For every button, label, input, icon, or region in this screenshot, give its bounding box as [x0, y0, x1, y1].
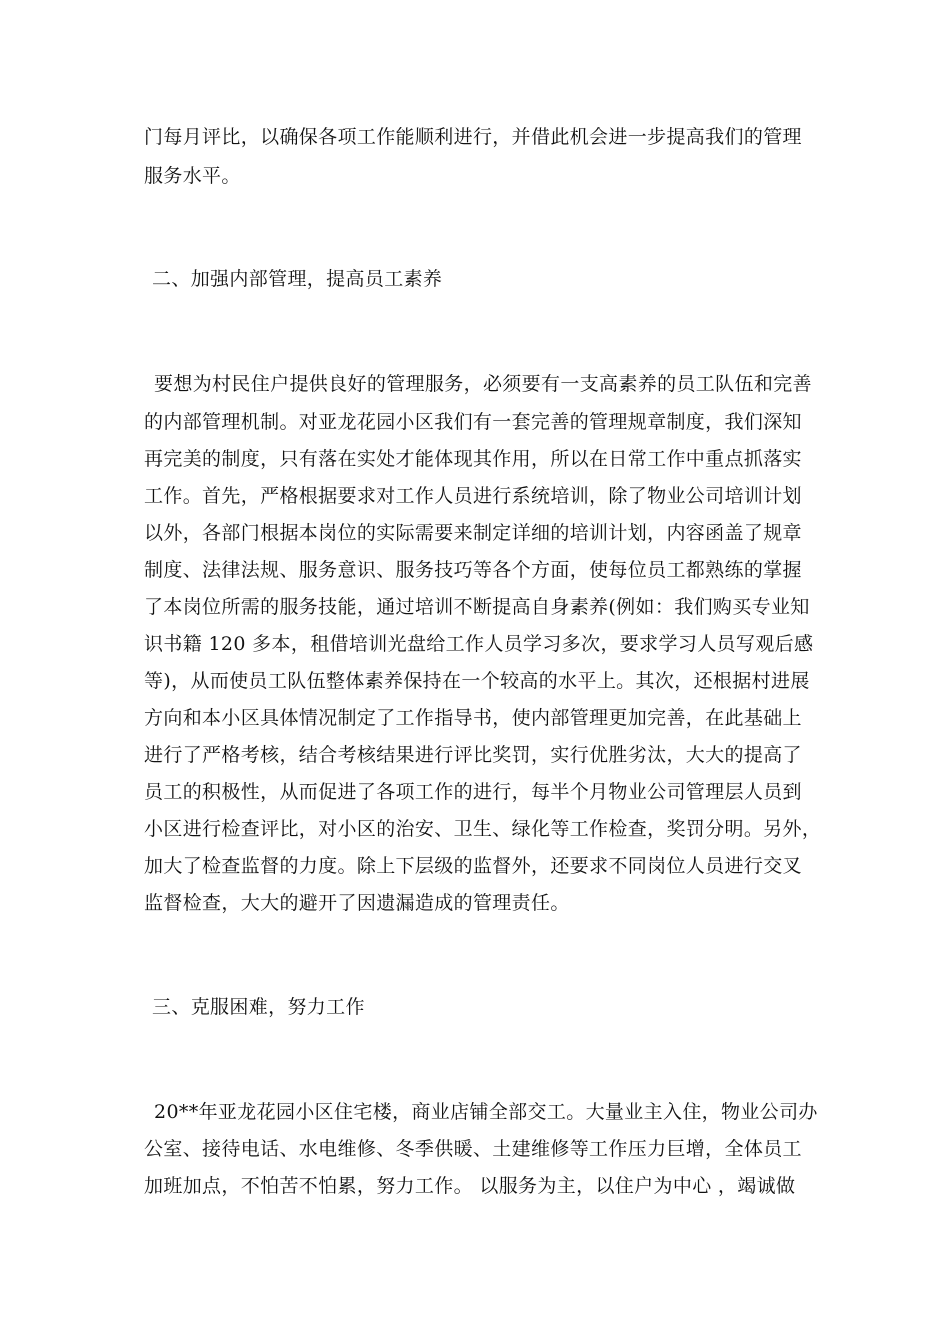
section-2-line-1: 要想为村民住户提供良好的管理服务，必须要有一支高素养的员工队伍和完善 [154, 373, 812, 395]
section-2-line-9: 等)，从而使员工队伍整体素养保持在一个较高的水平上。其次，还根据村进展 [144, 670, 810, 692]
section-2-line-13: 小区进行检查评比，对小区的治安、卫生、绿化等工作检查，奖罚分明。另外， [144, 818, 822, 840]
section-2-line-12: 员工的积极性，从而促进了各项工作的进行，每半个月物业公司管理层人员到 [144, 781, 802, 803]
section-2-line-8: 识书籍 120 多本，租借培训光盘给工作人员学习多次，要求学习人员写观后感 [144, 633, 814, 655]
section-2-line-15: 监督检查，大大的避开了因遗漏造成的管理责任。 [144, 892, 570, 914]
section-2-line-6: 制度、法律法规、服务意识、服务技巧等各个方面，使每位员工都熟练的掌握 [144, 559, 802, 581]
section-2-line-2: 的内部管理机制。对亚龙花园小区我们有一套完善的管理规章制度，我们深知 [144, 411, 802, 433]
paragraph-1-line-2: 服务水平。 [144, 165, 241, 187]
section-2-line-10: 方向和本小区具体情况制定了工作指导书，使内部管理更加完善，在此基础上 [144, 707, 802, 729]
section-2-line-7: 了本岗位所需的服务技能，通过培训不断提高自身素养(例如：我们购买专业知 [144, 596, 810, 618]
section-2-line-11: 进行了严格考核，结合考核结果进行评比奖罚，实行优胜劣汰，大大的提高了 [144, 744, 802, 766]
section-3-heading: 三、克服困难，努力工作 [152, 996, 365, 1018]
section-2-heading: 二、加强内部管理，提高员工素养 [152, 268, 443, 290]
section-2-line-4: 工作。首先，严格根据要求对工作人员进行系统培训，除了物业公司培训计划 [144, 485, 802, 507]
section-3-line-3: 加班加点，不怕苦不怕累，努力工作。 以服务为主，以住户为中心 ，竭诚做 [144, 1175, 796, 1197]
section-2-line-14: 加大了检查监督的力度。除上下层级的监督外，还要求不同岗位人员进行交叉 [144, 855, 802, 877]
section-3-line-1: 20**年亚龙花园小区住宅楼，商业店铺全部交工。大量业主入住，物业公司办 [154, 1101, 818, 1123]
section-3-line-2: 公室、接待电话、水电维修、冬季供暖、土建维修等工作压力巨增，全体员工 [144, 1138, 802, 1160]
section-2-line-3: 再完美的制度，只有落在实处才能体现其作用，所以在日常工作中重点抓落实 [144, 448, 802, 470]
section-2-line-5: 以外，各部门根据本岗位的实际需要来制定详细的培训计划，内容函盖了规章 [144, 522, 802, 544]
paragraph-1-line-1: 门每月评比，以确保各项工作能顺利进行，并借此机会进一步提高我们的管理 [144, 126, 802, 148]
